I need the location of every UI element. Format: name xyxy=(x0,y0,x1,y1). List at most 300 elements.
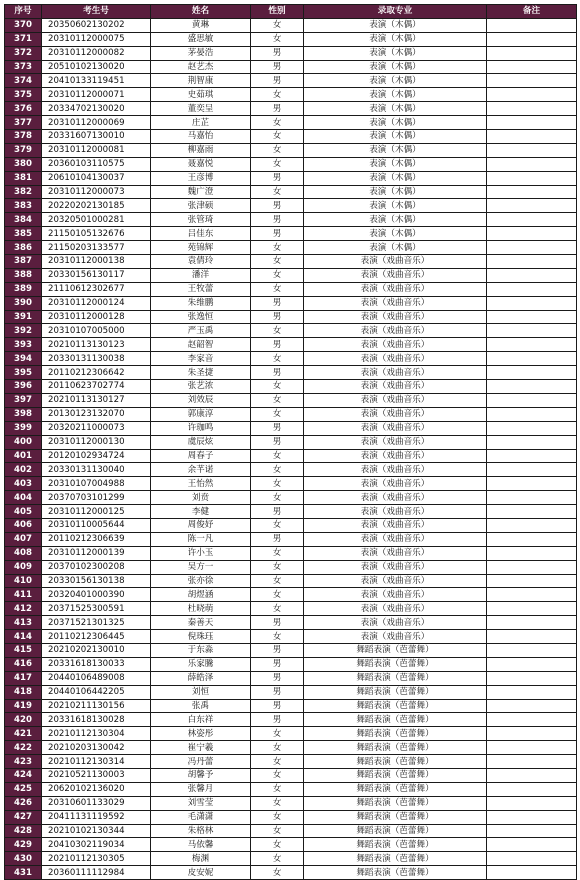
gender-cell: 女 xyxy=(251,143,304,157)
table-row xyxy=(5,727,577,741)
table-row xyxy=(5,866,577,880)
table-row xyxy=(5,74,577,88)
major-cell: 表演（木偶） xyxy=(304,157,487,171)
serial-cell: 409 xyxy=(5,560,42,574)
student-id-cell: 20330131130038 xyxy=(42,352,151,366)
remarks-cell xyxy=(487,838,577,852)
table-row xyxy=(5,810,577,824)
name-cell: 周俊妤 xyxy=(151,518,251,532)
student-id-cell: 20330131130040 xyxy=(42,463,151,477)
major-cell: 表演（戏曲音乐） xyxy=(304,588,487,602)
gender-cell: 男 xyxy=(251,616,304,630)
gender-cell: 女 xyxy=(251,18,304,32)
name-cell: 魏广澄 xyxy=(151,185,251,199)
serial-cell: 374 xyxy=(5,74,42,88)
name-cell: 崔宁羲 xyxy=(151,741,251,755)
name-cell: 赵艺杰 xyxy=(151,60,251,74)
name-cell: 胡馨予 xyxy=(151,768,251,782)
major-cell: 表演（戏曲音乐） xyxy=(304,268,487,282)
table-row xyxy=(5,32,577,46)
gender-cell: 女 xyxy=(251,574,304,588)
student-id-cell: 20210113130123 xyxy=(42,338,151,352)
serial-cell: 408 xyxy=(5,546,42,560)
name-cell: 许小玉 xyxy=(151,546,251,560)
major-cell: 表演（戏曲音乐） xyxy=(304,477,487,491)
table-row xyxy=(5,602,577,616)
serial-cell: 385 xyxy=(5,227,42,241)
gender-cell: 男 xyxy=(251,671,304,685)
gender-cell: 女 xyxy=(251,796,304,810)
table-body xyxy=(5,18,577,879)
gender-cell: 女 xyxy=(251,268,304,282)
gender-cell: 女 xyxy=(251,588,304,602)
major-cell: 表演（戏曲音乐） xyxy=(304,352,487,366)
header-student-id: 考生号 xyxy=(42,5,151,19)
name-cell: 梅渊 xyxy=(151,852,251,866)
name-cell: 荆智康 xyxy=(151,74,251,88)
remarks-cell xyxy=(487,18,577,32)
remarks-cell xyxy=(487,324,577,338)
gender-cell: 男 xyxy=(251,227,304,241)
serial-cell: 373 xyxy=(5,60,42,74)
name-cell: 朱圣捷 xyxy=(151,366,251,380)
gender-cell: 女 xyxy=(251,88,304,102)
student-id-cell: 20220202130185 xyxy=(42,199,151,213)
major-cell: 表演（木偶） xyxy=(304,185,487,199)
remarks-cell xyxy=(487,296,577,310)
name-cell: 吕佳东 xyxy=(151,227,251,241)
name-cell: 董奕呈 xyxy=(151,102,251,116)
serial-cell: 387 xyxy=(5,255,42,269)
name-cell: 茅晏浩 xyxy=(151,46,251,60)
table-row xyxy=(5,352,577,366)
name-cell: 潘洋 xyxy=(151,268,251,282)
major-cell: 舞蹈表演（芭蕾舞） xyxy=(304,768,487,782)
student-id-cell: 20360103110575 xyxy=(42,157,151,171)
major-cell: 表演（戏曲音乐） xyxy=(304,393,487,407)
remarks-cell xyxy=(487,685,577,699)
gender-cell: 男 xyxy=(251,310,304,324)
remarks-cell xyxy=(487,380,577,394)
gender-cell: 女 xyxy=(251,824,304,838)
remarks-cell xyxy=(487,407,577,421)
student-id-cell: 20410133119451 xyxy=(42,74,151,88)
major-cell: 舞蹈表演（芭蕾舞） xyxy=(304,741,487,755)
gender-cell: 男 xyxy=(251,171,304,185)
gender-cell: 女 xyxy=(251,32,304,46)
name-cell: 冯丹蕾 xyxy=(151,755,251,769)
serial-cell: 375 xyxy=(5,88,42,102)
major-cell: 表演（木偶） xyxy=(304,18,487,32)
major-cell: 舞蹈表演（芭蕾舞） xyxy=(304,782,487,796)
gender-cell: 女 xyxy=(251,782,304,796)
remarks-cell xyxy=(487,643,577,657)
gender-cell: 男 xyxy=(251,713,304,727)
major-cell: 表演（戏曲音乐） xyxy=(304,449,487,463)
remarks-cell xyxy=(487,449,577,463)
major-cell: 表演（戏曲音乐） xyxy=(304,435,487,449)
major-cell: 表演（戏曲音乐） xyxy=(304,310,487,324)
serial-cell: 403 xyxy=(5,477,42,491)
table-row xyxy=(5,255,577,269)
gender-cell: 女 xyxy=(251,463,304,477)
remarks-cell xyxy=(487,588,577,602)
remarks-cell xyxy=(487,255,577,269)
table-row xyxy=(5,574,577,588)
name-cell: 刘效辰 xyxy=(151,393,251,407)
student-id-cell: 20310112000138 xyxy=(42,255,151,269)
table-row xyxy=(5,824,577,838)
name-cell: 聂嘉悦 xyxy=(151,157,251,171)
student-id-cell: 20310112000082 xyxy=(42,46,151,60)
major-cell: 表演（戏曲音乐） xyxy=(304,630,487,644)
name-cell: 周春子 xyxy=(151,449,251,463)
name-cell: 许珈鸣 xyxy=(151,421,251,435)
table-row xyxy=(5,796,577,810)
table-row xyxy=(5,116,577,130)
serial-cell: 379 xyxy=(5,143,42,157)
major-cell: 舞蹈表演（芭蕾舞） xyxy=(304,796,487,810)
serial-cell: 372 xyxy=(5,46,42,60)
student-id-cell: 20331607130010 xyxy=(42,130,151,144)
student-id-cell: 20334702130020 xyxy=(42,102,151,116)
gender-cell: 女 xyxy=(251,741,304,755)
remarks-cell xyxy=(487,741,577,755)
remarks-cell xyxy=(487,282,577,296)
remarks-cell xyxy=(487,213,577,227)
student-id-cell: 20330156130117 xyxy=(42,268,151,282)
gender-cell: 女 xyxy=(251,852,304,866)
name-cell: 苑锦辉 xyxy=(151,241,251,255)
serial-cell: 417 xyxy=(5,671,42,685)
major-cell: 舞蹈表演（芭蕾舞） xyxy=(304,699,487,713)
remarks-cell xyxy=(487,463,577,477)
serial-cell: 421 xyxy=(5,727,42,741)
table-row xyxy=(5,852,577,866)
gender-cell: 女 xyxy=(251,866,304,880)
name-cell: 刘雪莹 xyxy=(151,796,251,810)
header-remarks: 备注 xyxy=(487,5,577,19)
student-id-cell: 20210202130010 xyxy=(42,643,151,657)
gender-cell: 女 xyxy=(251,282,304,296)
serial-cell: 380 xyxy=(5,157,42,171)
table-row xyxy=(5,241,577,255)
remarks-cell xyxy=(487,546,577,560)
student-id-cell: 20210112130314 xyxy=(42,755,151,769)
remarks-cell xyxy=(487,268,577,282)
table-row xyxy=(5,685,577,699)
name-cell: 胡煜涵 xyxy=(151,588,251,602)
serial-cell: 382 xyxy=(5,185,42,199)
gender-cell: 女 xyxy=(251,185,304,199)
table-row xyxy=(5,421,577,435)
gender-cell: 女 xyxy=(251,755,304,769)
student-id-cell: 20110212306639 xyxy=(42,532,151,546)
major-cell: 表演（木偶） xyxy=(304,32,487,46)
name-cell: 吴方一 xyxy=(151,560,251,574)
major-cell: 表演（戏曲音乐） xyxy=(304,546,487,560)
student-id-cell: 20110212306445 xyxy=(42,630,151,644)
name-cell: 王牧蕾 xyxy=(151,282,251,296)
student-id-cell: 20210521130003 xyxy=(42,768,151,782)
student-id-cell: 20120102934724 xyxy=(42,449,151,463)
header-major: 录取专业 xyxy=(304,5,487,19)
major-cell: 舞蹈表演（芭蕾舞） xyxy=(304,713,487,727)
student-id-cell: 20310112000124 xyxy=(42,296,151,310)
serial-cell: 418 xyxy=(5,685,42,699)
remarks-cell xyxy=(487,241,577,255)
major-cell: 表演（木偶） xyxy=(304,60,487,74)
major-cell: 舞蹈表演（芭蕾舞） xyxy=(304,824,487,838)
gender-cell: 男 xyxy=(251,60,304,74)
table-row xyxy=(5,616,577,630)
table-row xyxy=(5,171,577,185)
gender-cell: 女 xyxy=(251,241,304,255)
student-id-cell: 20310112000139 xyxy=(42,546,151,560)
table-row xyxy=(5,671,577,685)
student-id-cell: 20310112000130 xyxy=(42,435,151,449)
serial-cell: 401 xyxy=(5,449,42,463)
remarks-cell xyxy=(487,713,577,727)
gender-cell: 女 xyxy=(251,324,304,338)
name-cell: 赵韶智 xyxy=(151,338,251,352)
name-cell: 白东祥 xyxy=(151,713,251,727)
student-id-cell: 20610104130037 xyxy=(42,171,151,185)
remarks-cell xyxy=(487,671,577,685)
remarks-cell xyxy=(487,810,577,824)
serial-cell: 386 xyxy=(5,241,42,255)
gender-cell: 男 xyxy=(251,657,304,671)
student-id-cell: 20330156130138 xyxy=(42,574,151,588)
serial-cell: 431 xyxy=(5,866,42,880)
student-id-cell: 20310112000081 xyxy=(42,143,151,157)
remarks-cell xyxy=(487,130,577,144)
name-cell: 王怡然 xyxy=(151,477,251,491)
remarks-cell xyxy=(487,157,577,171)
gender-cell: 女 xyxy=(251,116,304,130)
table-row xyxy=(5,157,577,171)
serial-cell: 394 xyxy=(5,352,42,366)
major-cell: 表演（戏曲音乐） xyxy=(304,380,487,394)
student-id-cell: 20370102300208 xyxy=(42,560,151,574)
name-cell: 乐家騰 xyxy=(151,657,251,671)
table-row xyxy=(5,588,577,602)
header-row xyxy=(5,5,577,19)
serial-cell: 423 xyxy=(5,755,42,769)
name-cell: 刘恒 xyxy=(151,685,251,699)
gender-cell: 男 xyxy=(251,296,304,310)
table-row xyxy=(5,518,577,532)
name-cell: 张亦徐 xyxy=(151,574,251,588)
name-cell: 盛思敏 xyxy=(151,32,251,46)
gender-cell: 男 xyxy=(251,685,304,699)
name-cell: 袁倩玲 xyxy=(151,255,251,269)
name-cell: 王彦博 xyxy=(151,171,251,185)
admission-list-page xyxy=(4,4,577,880)
name-cell: 毛潇潇 xyxy=(151,810,251,824)
gender-cell: 男 xyxy=(251,421,304,435)
table-row xyxy=(5,699,577,713)
student-id-cell: 20110212306642 xyxy=(42,366,151,380)
major-cell: 表演（木偶） xyxy=(304,227,487,241)
serial-cell: 389 xyxy=(5,282,42,296)
table-row xyxy=(5,268,577,282)
student-id-cell: 20210112130305 xyxy=(42,852,151,866)
table-row xyxy=(5,741,577,755)
serial-cell: 422 xyxy=(5,741,42,755)
student-id-cell: 20320501000281 xyxy=(42,213,151,227)
major-cell: 表演（木偶） xyxy=(304,102,487,116)
serial-cell: 392 xyxy=(5,324,42,338)
table-row xyxy=(5,88,577,102)
major-cell: 表演（木偶） xyxy=(304,143,487,157)
remarks-cell xyxy=(487,518,577,532)
gender-cell: 女 xyxy=(251,602,304,616)
major-cell: 表演（木偶） xyxy=(304,213,487,227)
major-cell: 舞蹈表演（芭蕾舞） xyxy=(304,755,487,769)
student-id-cell: 21110612302677 xyxy=(42,282,151,296)
remarks-cell xyxy=(487,199,577,213)
gender-cell: 男 xyxy=(251,74,304,88)
name-cell: 张管琦 xyxy=(151,213,251,227)
student-id-cell: 20440106489008 xyxy=(42,671,151,685)
name-cell: 史茹琪 xyxy=(151,88,251,102)
student-id-cell: 20210203130042 xyxy=(42,741,151,755)
student-id-cell: 20130123132070 xyxy=(42,407,151,421)
table-row xyxy=(5,199,577,213)
serial-cell: 428 xyxy=(5,824,42,838)
serial-cell: 425 xyxy=(5,782,42,796)
major-cell: 舞蹈表演（芭蕾舞） xyxy=(304,727,487,741)
gender-cell: 女 xyxy=(251,407,304,421)
name-cell: 刘贲 xyxy=(151,491,251,505)
remarks-cell xyxy=(487,310,577,324)
gender-cell: 男 xyxy=(251,46,304,60)
serial-cell: 388 xyxy=(5,268,42,282)
name-cell: 张津硕 xyxy=(151,199,251,213)
name-cell: 杜晓萌 xyxy=(151,602,251,616)
gender-cell: 女 xyxy=(251,352,304,366)
student-id-cell: 20310601133029 xyxy=(42,796,151,810)
student-id-cell: 20310107004988 xyxy=(42,477,151,491)
major-cell: 表演（木偶） xyxy=(304,199,487,213)
major-cell: 表演（木偶） xyxy=(304,74,487,88)
table-row xyxy=(5,18,577,32)
header-serial: 序号 xyxy=(5,5,42,19)
table-row xyxy=(5,838,577,852)
major-cell: 舞蹈表演（芭蕾舞） xyxy=(304,866,487,880)
table-row xyxy=(5,630,577,644)
major-cell: 表演（戏曲音乐） xyxy=(304,407,487,421)
name-cell: 马依馨 xyxy=(151,838,251,852)
gender-cell: 女 xyxy=(251,157,304,171)
gender-cell: 男 xyxy=(251,199,304,213)
gender-cell: 女 xyxy=(251,727,304,741)
serial-cell: 397 xyxy=(5,393,42,407)
table-row xyxy=(5,185,577,199)
serial-cell: 370 xyxy=(5,18,42,32)
remarks-cell xyxy=(487,782,577,796)
remarks-cell xyxy=(487,532,577,546)
remarks-cell xyxy=(487,630,577,644)
major-cell: 表演（戏曲音乐） xyxy=(304,338,487,352)
remarks-cell xyxy=(487,74,577,88)
student-id-cell: 20310107005000 xyxy=(42,324,151,338)
serial-cell: 412 xyxy=(5,602,42,616)
name-cell: 黄琳 xyxy=(151,18,251,32)
name-cell: 李健 xyxy=(151,505,251,519)
gender-cell: 女 xyxy=(251,518,304,532)
remarks-cell xyxy=(487,143,577,157)
serial-cell: 398 xyxy=(5,407,42,421)
student-id-cell: 20110623702774 xyxy=(42,380,151,394)
remarks-cell xyxy=(487,755,577,769)
major-cell: 表演（戏曲音乐） xyxy=(304,463,487,477)
major-cell: 表演（木偶） xyxy=(304,130,487,144)
gender-cell: 男 xyxy=(251,102,304,116)
serial-cell: 405 xyxy=(5,505,42,519)
serial-cell: 378 xyxy=(5,130,42,144)
name-cell: 虞辰炫 xyxy=(151,435,251,449)
major-cell: 表演（戏曲音乐） xyxy=(304,505,487,519)
student-id-cell: 20210211130156 xyxy=(42,699,151,713)
gender-cell: 女 xyxy=(251,546,304,560)
table-row xyxy=(5,407,577,421)
major-cell: 表演（戏曲音乐） xyxy=(304,324,487,338)
student-id-cell: 20310112000128 xyxy=(42,310,151,324)
serial-cell: 404 xyxy=(5,491,42,505)
remarks-cell xyxy=(487,602,577,616)
student-id-cell: 20440106442205 xyxy=(42,685,151,699)
remarks-cell xyxy=(487,102,577,116)
gender-cell: 女 xyxy=(251,838,304,852)
remarks-cell xyxy=(487,32,577,46)
remarks-cell xyxy=(487,171,577,185)
student-id-cell: 20331618130033 xyxy=(42,657,151,671)
student-id-cell: 20410302119034 xyxy=(42,838,151,852)
gender-cell: 男 xyxy=(251,366,304,380)
table-row xyxy=(5,477,577,491)
serial-cell: 427 xyxy=(5,810,42,824)
serial-cell: 399 xyxy=(5,421,42,435)
remarks-cell xyxy=(487,796,577,810)
remarks-cell xyxy=(487,338,577,352)
table-row xyxy=(5,768,577,782)
name-cell: 严玉禹 xyxy=(151,324,251,338)
header-gender: 性别 xyxy=(251,5,304,19)
serial-cell: 413 xyxy=(5,616,42,630)
gender-cell: 女 xyxy=(251,477,304,491)
student-id-cell: 20370703101299 xyxy=(42,491,151,505)
remarks-cell xyxy=(487,824,577,838)
gender-cell: 女 xyxy=(251,130,304,144)
serial-cell: 396 xyxy=(5,380,42,394)
serial-cell: 411 xyxy=(5,588,42,602)
gender-cell: 女 xyxy=(251,491,304,505)
remarks-cell xyxy=(487,574,577,588)
remarks-cell xyxy=(487,560,577,574)
table-row xyxy=(5,560,577,574)
major-cell: 表演（戏曲音乐） xyxy=(304,560,487,574)
table-header xyxy=(5,5,577,19)
table-row xyxy=(5,449,577,463)
major-cell: 表演（木偶） xyxy=(304,88,487,102)
major-cell: 舞蹈表演（芭蕾舞） xyxy=(304,810,487,824)
table-row xyxy=(5,505,577,519)
student-id-cell: 20310110005644 xyxy=(42,518,151,532)
table-row xyxy=(5,310,577,324)
serial-cell: 429 xyxy=(5,838,42,852)
